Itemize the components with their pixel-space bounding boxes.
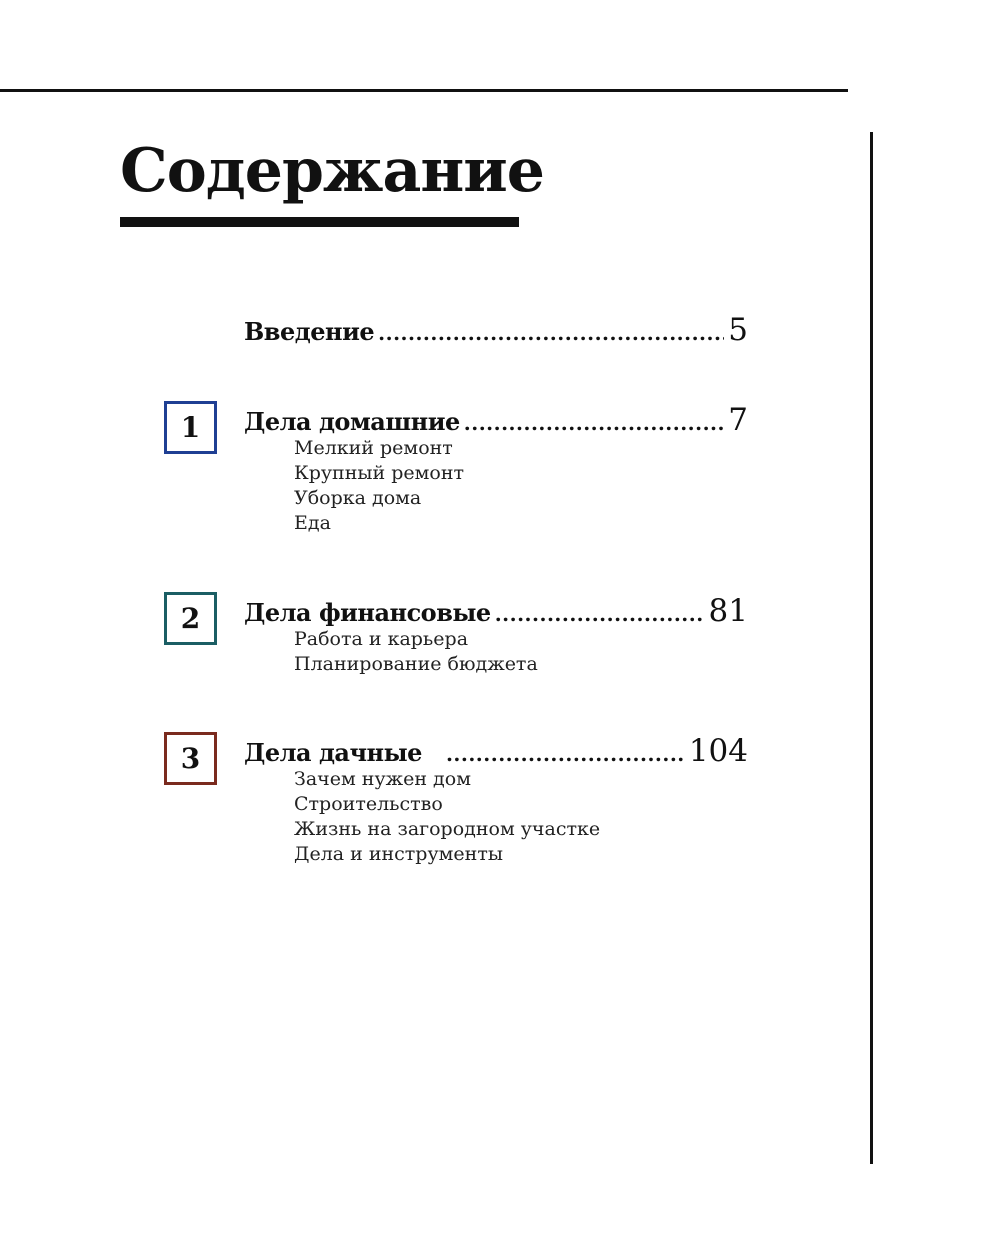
toc-entry-chapter-2[interactable]: [244, 593, 748, 677]
toc-entry-chapter-3[interactable]: [244, 733, 748, 867]
toc-entry-title: Дела финансовые: [244, 598, 491, 627]
side-rule: [870, 132, 873, 1164]
subsection-item[interactable]: Строительство: [294, 793, 443, 815]
subsection-item[interactable]: Дела и инструменты: [294, 843, 503, 865]
subsection-item[interactable]: Работа и карьера: [294, 628, 469, 650]
toc-entry-chapter-1[interactable]: [244, 402, 748, 536]
chapter-number-box: [164, 732, 217, 785]
subsection-item[interactable]: Крупный ремонт: [294, 462, 464, 484]
subsection-item[interactable]: Планирование бюджета: [294, 653, 538, 675]
chapter-number: 3: [180, 742, 201, 775]
toc-entry-page: 81: [708, 593, 748, 629]
subsection-item[interactable]: Уборка дома: [294, 487, 422, 509]
chapter-number-box: [164, 592, 217, 645]
subsection-list: [244, 436, 748, 536]
subsection-item[interactable]: Мелкий ремонт: [294, 437, 453, 459]
toc-entry-page: 5: [728, 312, 748, 348]
dot-leader: [378, 321, 724, 345]
title-underline: [120, 217, 519, 227]
dot-leader: [446, 742, 685, 766]
toc-entry-page: 7: [728, 402, 748, 438]
toc-entry-title: Дела домашние: [244, 407, 460, 436]
subsection-list: [244, 627, 748, 677]
dot-leader: [495, 602, 705, 626]
toc-entry-head: [244, 312, 748, 346]
chapter-number-box: [164, 401, 217, 454]
subsection-item[interactable]: Зачем нужен дом: [294, 768, 471, 790]
toc-entry-head: [244, 402, 748, 436]
dot-leader: [464, 411, 724, 435]
toc-entry-title: Дела дачные: [244, 738, 422, 767]
top-rule: [0, 89, 848, 92]
toc-entry-head: [244, 593, 748, 627]
chapter-number: 2: [180, 602, 201, 635]
toc-entry-page: 104: [688, 733, 748, 769]
subsection-item[interactable]: Жизнь на загородном участке: [294, 818, 601, 840]
chapter-number: 1: [180, 411, 201, 444]
subsection-item[interactable]: Еда: [294, 512, 331, 534]
toc-entry-head: [244, 733, 748, 767]
toc-entry-intro[interactable]: [244, 312, 748, 346]
subsection-list: [244, 767, 748, 867]
toc-entry-title: Введение: [244, 317, 375, 346]
page-title: Содержание: [120, 136, 544, 206]
